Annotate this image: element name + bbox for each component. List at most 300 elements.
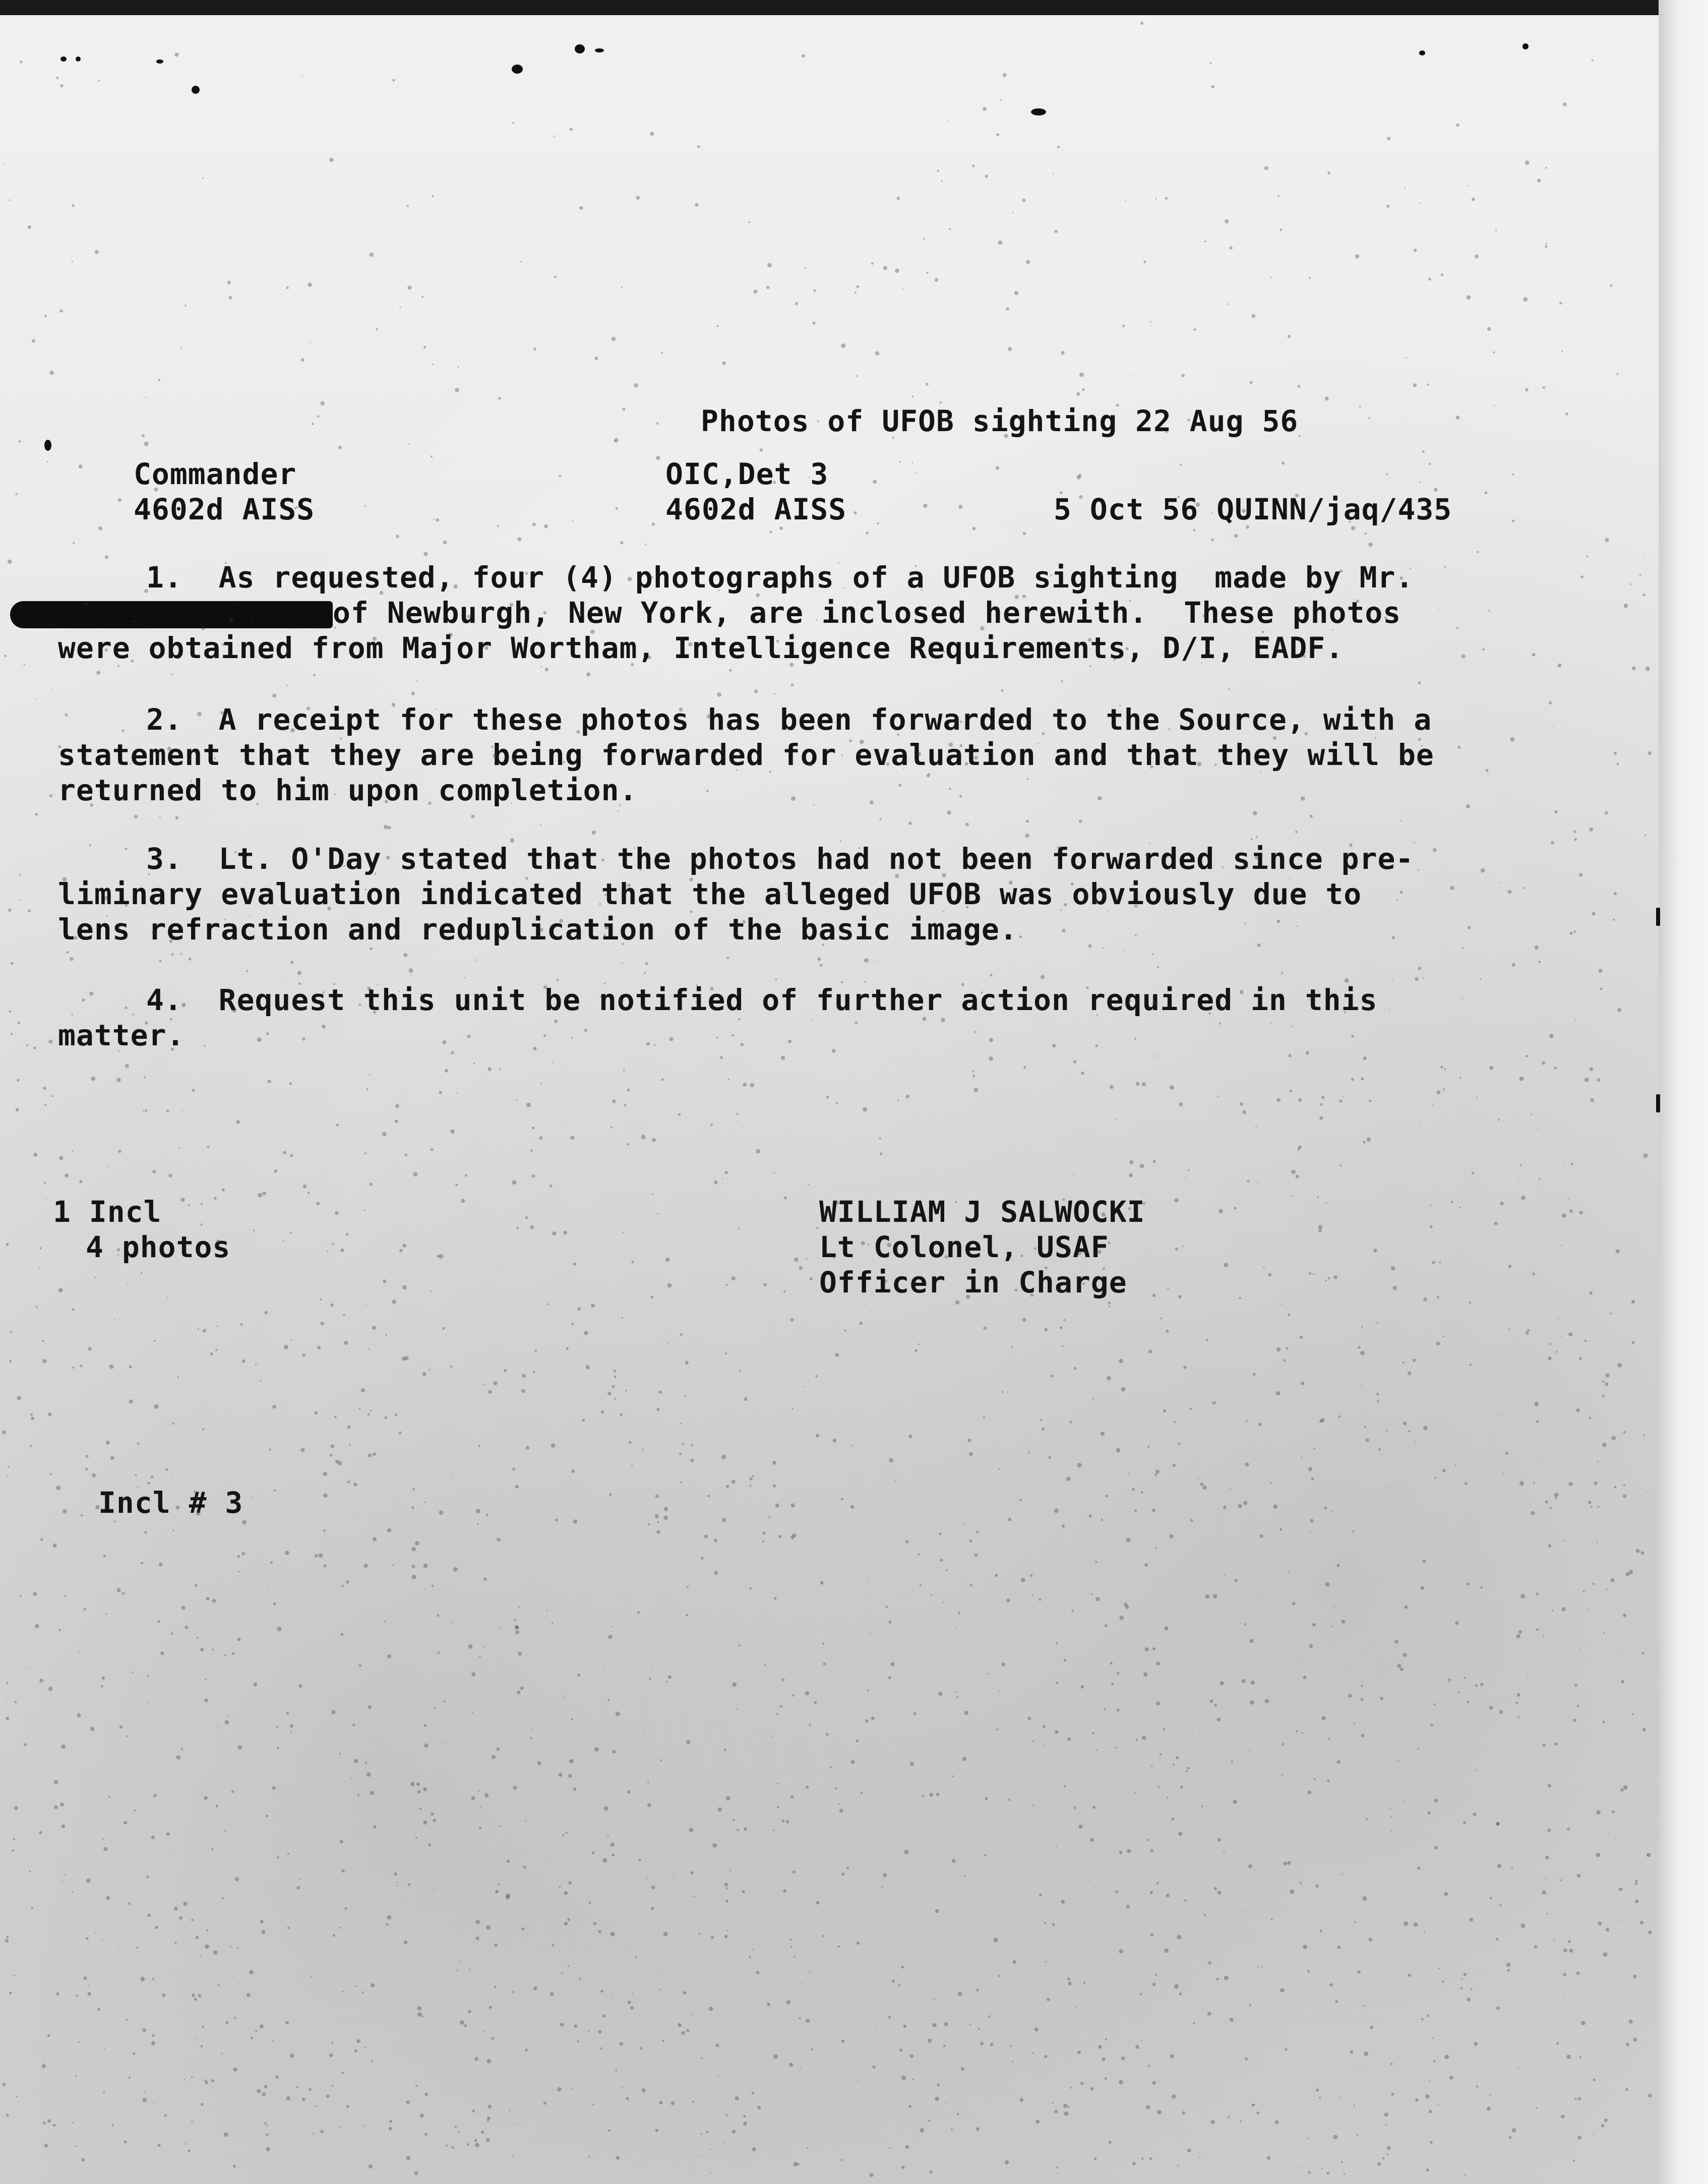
noise-speck bbox=[944, 2022, 948, 2026]
noise-speck bbox=[1012, 212, 1014, 213]
signature-rank: Lt Colonel, USAF bbox=[819, 1230, 1109, 1264]
noise-speck bbox=[1157, 1055, 1158, 1057]
noise-speck bbox=[56, 1992, 59, 1995]
noise-speck bbox=[731, 1276, 735, 1280]
noise-speck bbox=[1141, 2157, 1143, 2159]
noise-speck bbox=[432, 195, 434, 197]
noise-speck bbox=[666, 1681, 668, 1683]
noise-speck bbox=[962, 1967, 963, 1968]
noise-speck bbox=[1463, 1677, 1466, 1679]
noise-speck bbox=[767, 263, 772, 268]
noise-speck bbox=[460, 2020, 464, 2025]
noise-speck bbox=[603, 1858, 607, 1863]
noise-speck bbox=[96, 671, 100, 675]
noise-speck bbox=[615, 2070, 617, 2072]
noise-speck bbox=[902, 288, 904, 290]
noise-speck bbox=[1218, 1209, 1223, 1213]
noise-speck bbox=[1013, 1759, 1014, 1760]
noise-speck bbox=[450, 1130, 455, 1134]
noise-speck bbox=[408, 1883, 410, 1886]
noise-speck bbox=[1577, 1874, 1580, 1877]
noise-speck bbox=[697, 145, 700, 148]
speck bbox=[1656, 908, 1660, 926]
noise-speck bbox=[841, 1873, 844, 1876]
noise-speck bbox=[691, 1444, 693, 1447]
noise-speck bbox=[898, 1984, 900, 1986]
noise-speck bbox=[415, 2085, 417, 2087]
noise-speck bbox=[166, 1110, 169, 1113]
noise-speck bbox=[148, 1482, 150, 1485]
noise-speck bbox=[657, 1408, 660, 1411]
noise-speck bbox=[290, 1154, 293, 1157]
noise-speck bbox=[806, 1258, 808, 1260]
noise-speck bbox=[665, 1258, 670, 1262]
noise-speck bbox=[552, 1944, 555, 1946]
noise-speck bbox=[647, 1803, 651, 1807]
noise-speck bbox=[421, 296, 423, 298]
noise-speck bbox=[899, 461, 901, 463]
noise-speck bbox=[47, 2034, 50, 2037]
noise-speck bbox=[855, 1021, 858, 1024]
noise-speck bbox=[105, 1613, 107, 1615]
noise-speck bbox=[247, 1993, 251, 1997]
noise-speck bbox=[896, 197, 900, 200]
noise-speck bbox=[330, 1454, 333, 1457]
noise-speck bbox=[283, 1151, 286, 1154]
noise-speck bbox=[560, 2023, 564, 2027]
noise-speck bbox=[107, 1166, 108, 1167]
noise-speck bbox=[298, 1684, 302, 1688]
para2-line1: 2. A receipt for these photos has been forwarded to the Source, with a bbox=[146, 702, 1432, 737]
noise-speck bbox=[1256, 2111, 1259, 2114]
noise-speck bbox=[1170, 1534, 1174, 1539]
noise-speck bbox=[1044, 1328, 1048, 1332]
noise-speck bbox=[989, 1056, 993, 1061]
noise-speck bbox=[1333, 1607, 1334, 1608]
noise-speck bbox=[1244, 1910, 1245, 1911]
noise-speck bbox=[1601, 2124, 1604, 2127]
noise-speck bbox=[1288, 335, 1291, 338]
noise-speck bbox=[957, 2113, 959, 2115]
noise-speck bbox=[1061, 1900, 1065, 1904]
noise-speck bbox=[691, 1459, 694, 1462]
noise-speck bbox=[635, 1956, 637, 1958]
noise-speck bbox=[1000, 99, 1002, 101]
noise-speck bbox=[655, 2129, 658, 2132]
noise-speck bbox=[1178, 1442, 1180, 1445]
noise-speck bbox=[595, 2119, 596, 2120]
noise-speck bbox=[1109, 2141, 1112, 2144]
noise-speck bbox=[1074, 1807, 1076, 1809]
noise-speck bbox=[1589, 1416, 1591, 1419]
scan-right-edge bbox=[1659, 0, 1708, 2184]
noise-speck bbox=[1400, 820, 1401, 821]
noise-speck bbox=[1420, 1121, 1421, 1123]
noise-speck bbox=[1006, 1599, 1010, 1603]
noise-speck bbox=[1303, 1676, 1307, 1679]
noise-speck bbox=[912, 462, 913, 463]
noise-speck bbox=[763, 1283, 766, 1286]
noise-speck bbox=[1386, 474, 1388, 476]
noise-speck bbox=[1318, 1229, 1322, 1232]
noise-speck bbox=[682, 2031, 685, 2035]
noise-speck bbox=[151, 1836, 155, 1839]
noise-speck bbox=[317, 1346, 321, 1349]
noise-speck bbox=[192, 2120, 193, 2122]
noise-speck bbox=[526, 1446, 530, 1450]
noise-speck bbox=[1419, 482, 1421, 483]
noise-speck bbox=[128, 1903, 131, 1905]
noise-speck bbox=[493, 1381, 497, 1385]
noise-speck bbox=[735, 2096, 739, 2100]
noise-speck bbox=[799, 2017, 801, 2019]
noise-speck bbox=[763, 1531, 766, 1534]
noise-speck bbox=[935, 278, 939, 282]
noise-speck bbox=[651, 1296, 654, 1299]
noise-speck bbox=[1026, 820, 1029, 823]
noise-speck bbox=[79, 464, 83, 468]
noise-speck bbox=[124, 2140, 127, 2143]
noise-speck bbox=[1014, 291, 1019, 296]
noise-speck bbox=[976, 1531, 979, 1533]
noise-speck bbox=[934, 1998, 935, 1999]
noise-speck bbox=[806, 1786, 809, 1789]
noise-speck bbox=[777, 1783, 778, 1784]
noise-speck bbox=[480, 1806, 481, 1807]
noise-speck bbox=[930, 1793, 934, 1797]
noise-speck bbox=[658, 1970, 659, 1971]
noise-speck bbox=[1489, 1066, 1493, 1070]
noise-speck bbox=[644, 972, 646, 974]
noise-speck bbox=[608, 1699, 610, 1701]
noise-speck bbox=[1201, 1805, 1203, 1807]
noise-speck bbox=[1462, 947, 1464, 949]
noise-speck bbox=[1174, 1422, 1176, 1423]
noise-speck bbox=[657, 1213, 658, 1214]
noise-speck bbox=[573, 1263, 576, 1266]
noise-speck bbox=[1214, 1704, 1216, 1706]
noise-speck bbox=[964, 1875, 965, 1877]
noise-speck bbox=[1436, 1341, 1440, 1345]
noise-speck bbox=[1187, 2149, 1191, 2152]
noise-speck bbox=[7, 1682, 9, 1684]
noise-speck bbox=[1032, 2052, 1034, 2054]
noise-speck bbox=[1545, 245, 1547, 248]
noise-speck bbox=[290, 1232, 292, 1234]
noise-speck bbox=[396, 1881, 397, 1882]
noise-speck bbox=[1420, 203, 1422, 204]
noise-speck bbox=[1233, 1800, 1237, 1804]
noise-speck bbox=[830, 1766, 832, 1768]
noise-speck bbox=[750, 1083, 754, 1087]
noise-speck bbox=[1261, 1966, 1263, 1967]
enclosure-detail: 4 photos bbox=[86, 1230, 231, 1264]
noise-speck bbox=[723, 2143, 724, 2144]
noise-speck bbox=[342, 1991, 343, 1992]
noise-speck bbox=[7, 1936, 9, 1938]
noise-speck bbox=[48, 1040, 52, 1044]
noise-speck bbox=[439, 1510, 443, 1515]
noise-speck bbox=[1490, 2094, 1491, 2096]
noise-speck bbox=[1367, 1138, 1371, 1142]
noise-speck bbox=[1505, 1452, 1508, 1455]
noise-speck bbox=[1291, 1169, 1296, 1174]
noise-speck bbox=[611, 1994, 612, 1995]
noise-speck bbox=[566, 1347, 569, 1350]
noise-speck bbox=[1170, 2054, 1174, 2058]
noise-speck bbox=[822, 1642, 824, 1644]
from-line-2: 4602d AISS bbox=[665, 492, 847, 526]
noise-speck bbox=[1620, 1788, 1624, 1792]
noise-speck bbox=[1369, 1100, 1371, 1102]
noise-speck bbox=[1234, 534, 1238, 538]
noise-speck bbox=[1062, 929, 1065, 932]
noise-speck bbox=[789, 2063, 793, 2067]
noise-speck bbox=[1353, 2105, 1355, 2106]
noise-speck bbox=[801, 1983, 802, 1984]
noise-speck bbox=[1308, 1467, 1312, 1471]
noise-speck bbox=[195, 1584, 198, 1587]
noise-speck bbox=[678, 2023, 682, 2027]
noise-speck bbox=[823, 1663, 826, 1666]
noise-speck bbox=[1230, 2018, 1234, 2022]
noise-speck bbox=[1423, 1560, 1426, 1563]
noise-speck bbox=[324, 1565, 327, 1568]
noise-speck bbox=[42, 2064, 46, 2068]
noise-speck bbox=[1456, 416, 1460, 420]
noise-speck bbox=[20, 1596, 22, 1598]
noise-speck bbox=[422, 2016, 424, 2018]
noise-speck bbox=[365, 1304, 367, 1305]
noise-speck bbox=[406, 2156, 410, 2160]
noise-speck bbox=[1574, 838, 1577, 841]
noise-speck bbox=[1217, 1838, 1221, 1842]
noise-speck bbox=[1463, 1973, 1467, 1976]
noise-speck bbox=[686, 1614, 688, 1617]
noise-speck bbox=[602, 2015, 605, 2018]
noise-speck bbox=[1580, 575, 1583, 578]
noise-speck bbox=[499, 1628, 501, 1629]
noise-speck bbox=[1341, 1873, 1343, 1875]
noise-speck bbox=[1441, 273, 1444, 276]
noise-speck bbox=[567, 1918, 570, 1921]
noise-speck bbox=[1473, 1813, 1477, 1816]
noise-speck bbox=[1157, 2110, 1162, 2114]
noise-speck bbox=[201, 1203, 203, 1205]
noise-speck bbox=[1606, 1373, 1610, 1377]
noise-speck bbox=[1461, 1978, 1462, 1980]
noise-speck bbox=[1328, 1738, 1330, 1740]
noise-speck bbox=[1425, 2094, 1429, 2098]
noise-speck bbox=[716, 1037, 718, 1039]
noise-speck bbox=[1482, 648, 1485, 651]
noise-speck bbox=[640, 2047, 642, 2049]
noise-speck bbox=[8, 909, 12, 912]
noise-speck bbox=[344, 1907, 347, 1910]
noise-speck bbox=[1554, 1067, 1557, 1070]
noise-speck bbox=[146, 1876, 149, 1878]
noise-speck bbox=[1521, 1924, 1526, 1928]
noise-speck bbox=[451, 1473, 452, 1474]
noise-speck bbox=[47, 2119, 51, 2123]
noise-speck bbox=[1403, 1422, 1407, 1425]
noise-speck bbox=[582, 1419, 585, 1422]
noise-speck bbox=[332, 2085, 334, 2087]
noise-speck bbox=[43, 1087, 46, 1090]
noise-speck bbox=[1012, 2061, 1013, 2062]
noise-speck bbox=[437, 1255, 440, 1258]
noise-speck bbox=[805, 267, 806, 269]
noise-speck bbox=[347, 1426, 351, 1429]
noise-speck bbox=[1056, 1682, 1059, 1684]
noise-speck bbox=[237, 1555, 240, 1558]
noise-speck bbox=[215, 1349, 217, 1351]
noise-speck bbox=[373, 1537, 377, 1541]
noise-speck bbox=[799, 1266, 803, 1270]
noise-speck bbox=[1276, 1391, 1280, 1396]
noise-speck bbox=[83, 1976, 87, 1980]
noise-speck bbox=[50, 689, 51, 690]
noise-speck bbox=[976, 2128, 980, 2131]
para3-line1: 3. Lt. O'Day stated that the photos had not been forwarded since pre- bbox=[146, 842, 1414, 876]
noise-speck bbox=[1542, 1061, 1545, 1065]
noise-speck bbox=[1156, 1701, 1160, 1705]
noise-speck bbox=[1282, 1743, 1284, 1746]
noise-speck bbox=[515, 1625, 519, 1629]
noise-speck bbox=[772, 1461, 776, 1465]
noise-speck bbox=[1519, 1481, 1524, 1486]
noise-speck bbox=[452, 2146, 454, 2149]
noise-speck bbox=[1359, 405, 1361, 407]
noise-speck bbox=[204, 1796, 208, 1800]
noise-speck bbox=[725, 1900, 728, 1903]
noise-speck bbox=[1179, 1102, 1183, 1106]
noise-speck bbox=[249, 1970, 253, 1974]
noise-speck bbox=[908, 2105, 911, 2108]
noise-speck bbox=[1639, 574, 1641, 576]
noise-speck bbox=[1535, 1402, 1539, 1406]
noise-speck bbox=[472, 2109, 475, 2112]
noise-speck bbox=[1400, 891, 1403, 894]
noise-speck bbox=[936, 1793, 940, 1796]
noise-speck bbox=[749, 1485, 751, 1487]
noise-speck bbox=[1064, 1785, 1066, 1788]
noise-speck bbox=[1178, 1832, 1182, 1836]
noise-speck bbox=[1467, 295, 1471, 300]
noise-speck bbox=[543, 2102, 546, 2105]
noise-speck bbox=[912, 2079, 914, 2080]
noise-speck bbox=[1415, 2098, 1419, 2102]
noise-speck bbox=[990, 974, 993, 976]
noise-speck bbox=[1157, 966, 1159, 968]
noise-speck bbox=[1592, 912, 1596, 916]
noise-speck bbox=[1231, 1760, 1233, 1762]
noise-speck bbox=[513, 1786, 517, 1790]
noise-speck bbox=[928, 773, 930, 775]
noise-speck bbox=[86, 1455, 89, 1458]
noise-speck bbox=[181, 1748, 183, 1750]
noise-speck bbox=[282, 1240, 284, 1242]
noise-speck bbox=[1307, 1791, 1311, 1795]
noise-speck bbox=[323, 1494, 327, 1498]
noise-speck bbox=[106, 1896, 110, 1900]
noise-speck bbox=[97, 2008, 100, 2011]
noise-speck bbox=[349, 1444, 351, 1446]
noise-speck bbox=[1512, 519, 1514, 522]
noise-speck bbox=[1140, 1993, 1142, 1995]
noise-speck bbox=[1040, 1419, 1042, 1421]
noise-speck bbox=[521, 1389, 525, 1393]
noise-speck bbox=[1309, 1532, 1311, 1533]
noise-speck bbox=[1267, 2156, 1270, 2160]
noise-speck bbox=[546, 1610, 548, 1611]
noise-speck bbox=[808, 1184, 810, 1185]
noise-speck bbox=[1250, 1700, 1254, 1704]
noise-speck bbox=[1128, 1473, 1130, 1474]
noise-speck bbox=[164, 2114, 167, 2117]
noise-speck bbox=[1070, 1421, 1072, 1424]
noise-speck bbox=[879, 1137, 881, 1139]
noise-speck bbox=[72, 1150, 74, 1152]
noise-speck bbox=[142, 434, 145, 437]
noise-speck bbox=[331, 1444, 334, 1448]
noise-speck bbox=[118, 1150, 121, 1153]
noise-speck bbox=[630, 2120, 631, 2121]
noise-speck bbox=[573, 1519, 577, 1523]
noise-speck bbox=[1423, 1297, 1427, 1302]
noise-speck bbox=[628, 2000, 631, 2004]
noise-speck bbox=[1338, 1415, 1341, 1418]
noise-speck bbox=[680, 1423, 681, 1425]
noise-speck bbox=[716, 325, 718, 327]
noise-speck bbox=[1602, 1394, 1605, 1397]
noise-speck bbox=[592, 831, 596, 835]
noise-speck bbox=[129, 2077, 131, 2079]
noise-speck bbox=[119, 1726, 123, 1729]
signature-name: WILLIAM J SALWOCKI bbox=[819, 1195, 1145, 1229]
speck bbox=[156, 60, 163, 64]
noise-speck bbox=[611, 1843, 615, 1847]
noise-speck bbox=[1537, 179, 1541, 183]
noise-speck bbox=[1413, 383, 1417, 387]
noise-speck bbox=[357, 1516, 358, 1517]
noise-speck bbox=[1276, 1098, 1280, 1102]
noise-speck bbox=[1026, 260, 1030, 264]
noise-speck bbox=[783, 1890, 786, 1893]
noise-speck bbox=[242, 1360, 246, 1363]
noise-speck bbox=[341, 1585, 344, 1587]
noise-speck bbox=[520, 261, 522, 262]
noise-speck bbox=[1361, 1698, 1364, 1701]
noise-speck bbox=[72, 1367, 74, 1369]
noise-speck bbox=[1115, 1890, 1118, 1893]
noise-speck bbox=[789, 1938, 791, 1940]
noise-speck bbox=[1598, 1922, 1602, 1926]
noise-speck bbox=[1257, 1182, 1258, 1183]
noise-speck bbox=[344, 1341, 348, 1345]
noise-speck bbox=[1288, 1314, 1290, 1316]
noise-speck bbox=[39, 1831, 42, 1834]
noise-speck bbox=[202, 1428, 204, 1430]
noise-speck bbox=[1520, 1594, 1525, 1599]
noise-speck bbox=[1211, 539, 1214, 542]
noise-speck bbox=[901, 2076, 906, 2080]
noise-speck bbox=[1298, 1145, 1302, 1149]
noise-speck bbox=[1516, 1796, 1517, 1797]
noise-speck bbox=[584, 1029, 587, 1032]
noise-speck bbox=[1006, 307, 1010, 311]
noise-speck bbox=[1430, 1225, 1433, 1228]
